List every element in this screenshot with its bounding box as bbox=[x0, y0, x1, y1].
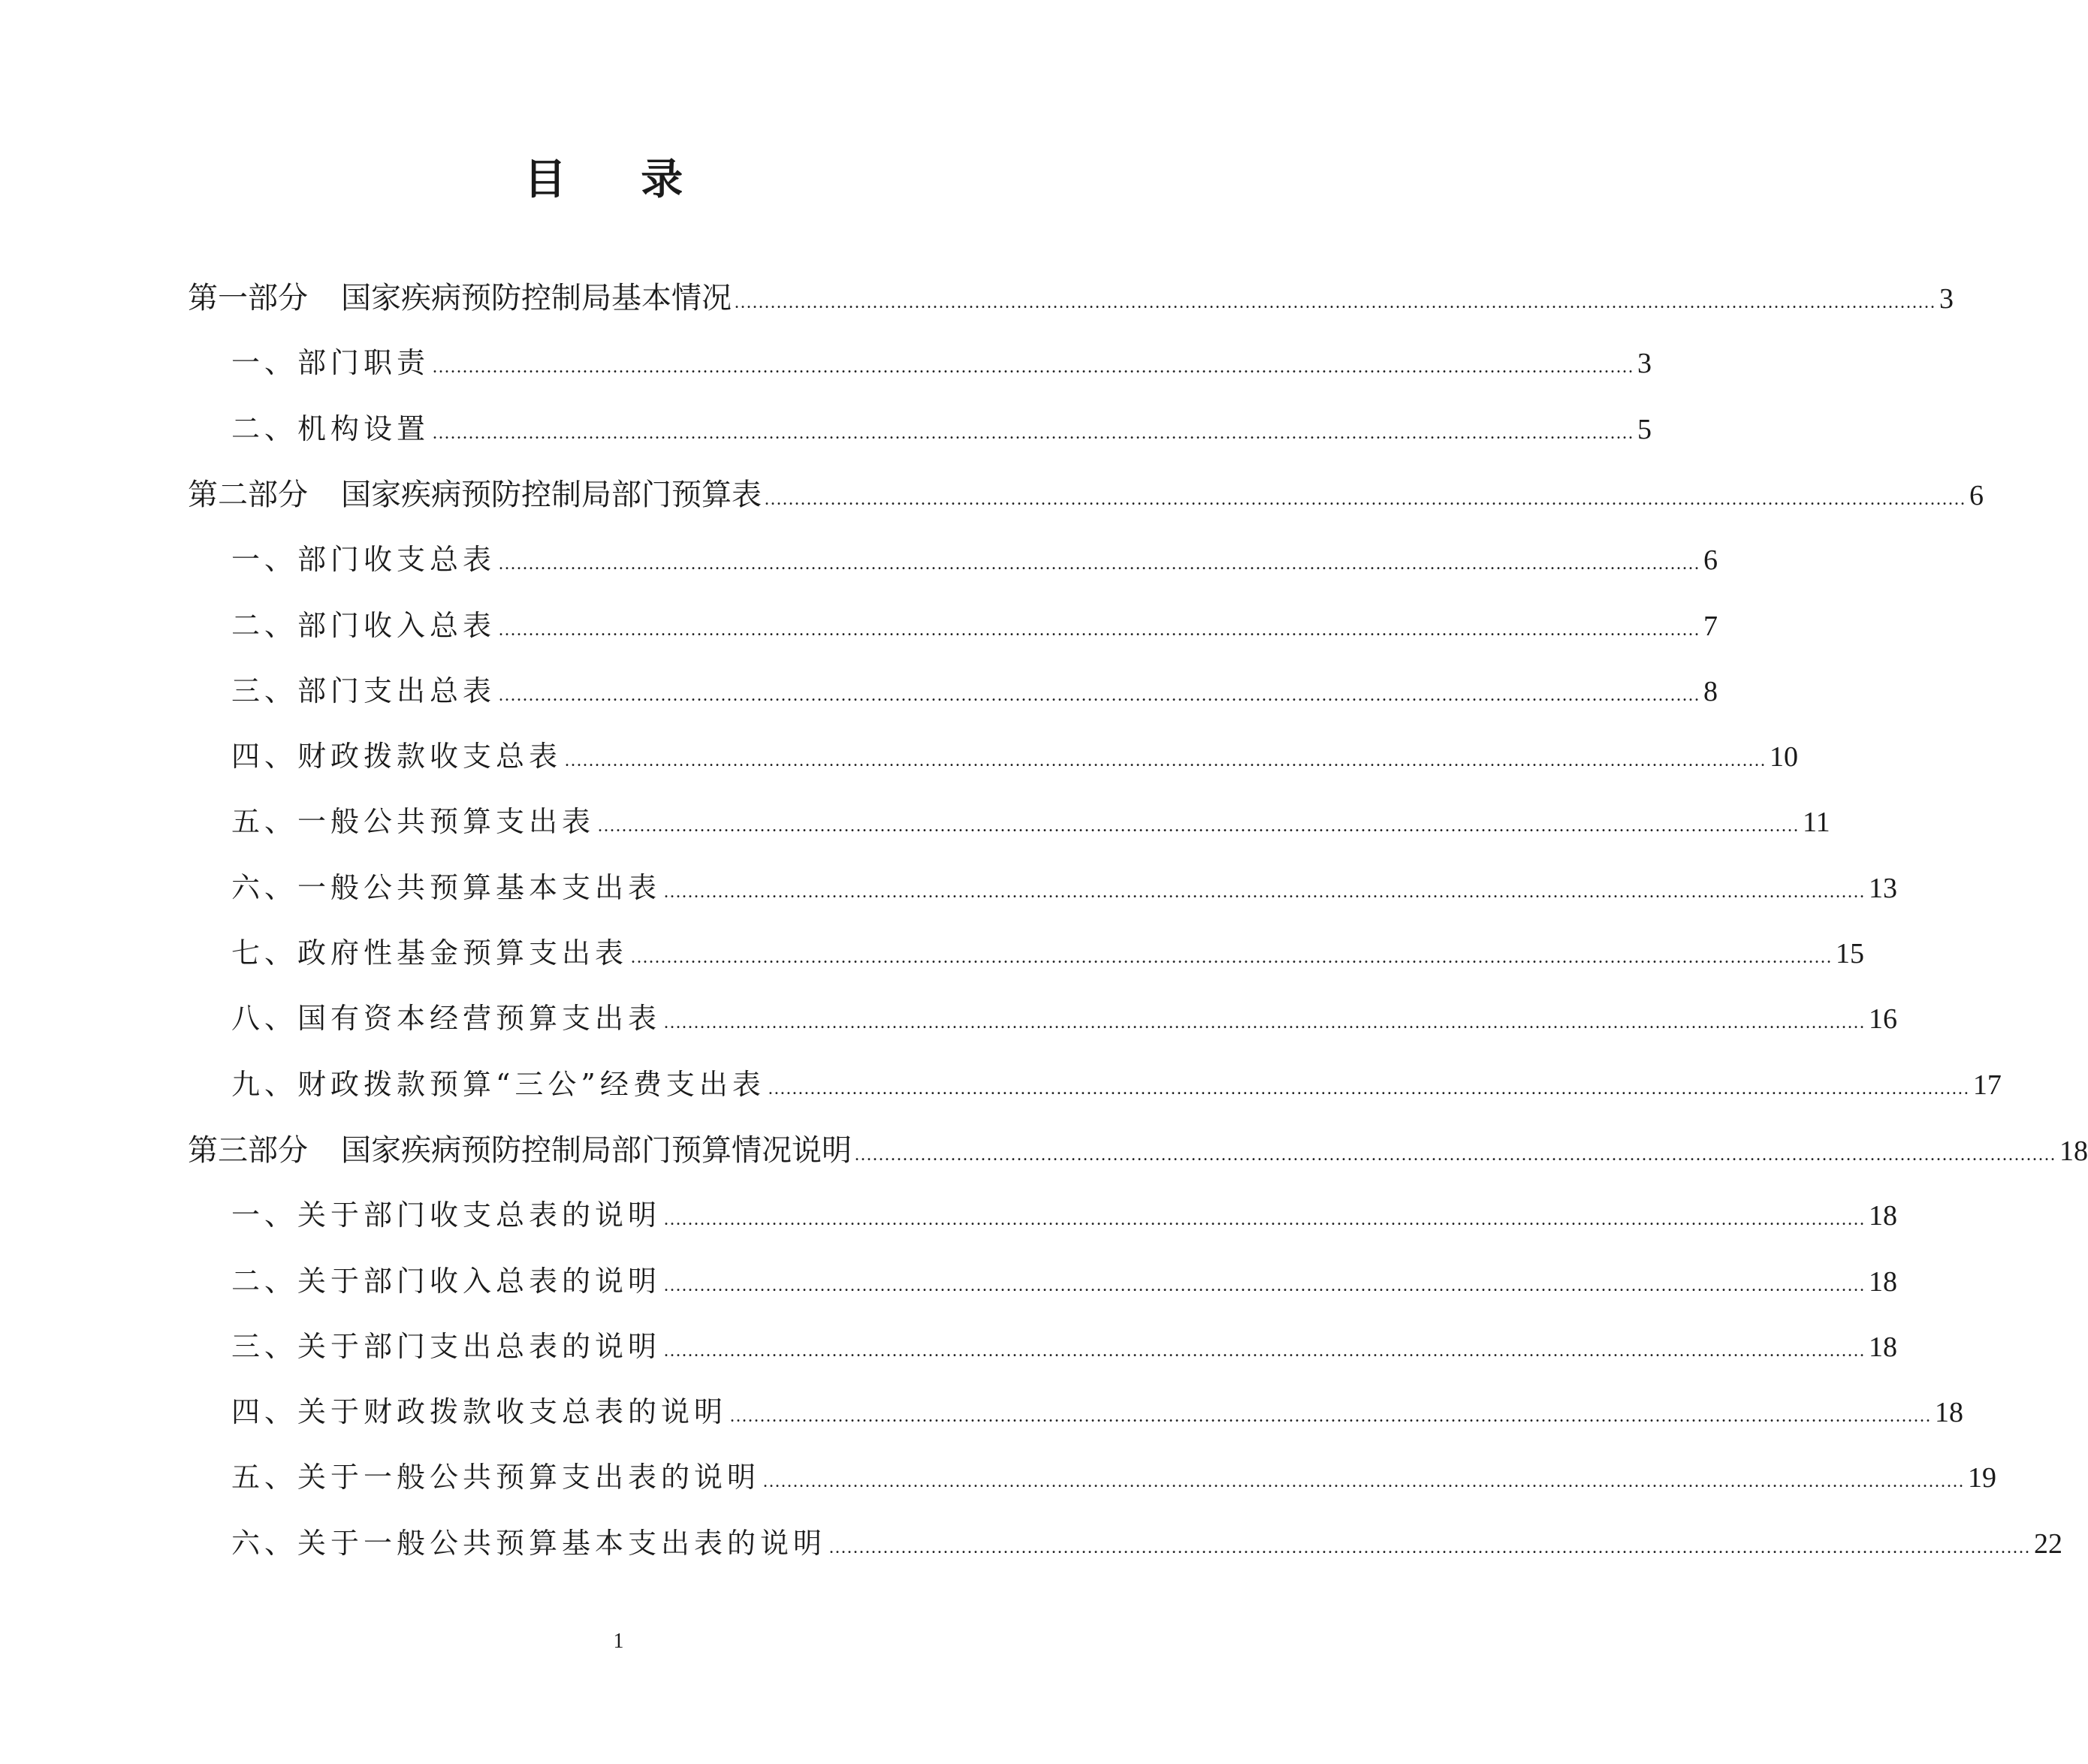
toc-sub-entry[interactable] bbox=[231, 668, 1718, 713]
toc-page-number: 10 bbox=[1770, 741, 1799, 773]
toc-sub-entry[interactable] bbox=[231, 1258, 1898, 1303]
toc-sub-entry[interactable] bbox=[231, 798, 1830, 843]
toc-dot-leader: ........................................................................................................................................................................................................ bbox=[768, 1079, 1970, 1099]
toc-page-number: 5 bbox=[1637, 414, 1652, 445]
toc-part-number: 第三部分 bbox=[188, 1133, 308, 1168]
toc-entry-label bbox=[188, 471, 762, 514]
toc-part-title: 国家疾病预防控制局部门预算表 bbox=[341, 478, 762, 512]
toc-page-number: 3 bbox=[1939, 283, 1954, 315]
toc-sub-entry[interactable] bbox=[231, 602, 1718, 647]
toc-entry-label: 七、政府性基金预算支出表 bbox=[231, 936, 629, 969]
toc-sub-entry[interactable] bbox=[231, 864, 1898, 909]
toc-dot-leader: ........................................................................................................................................................................................................ bbox=[664, 1013, 1866, 1033]
toc-sub-entry[interactable] bbox=[231, 995, 1898, 1040]
toc-part-title: 国家疾病预防控制局基本情况 bbox=[341, 281, 732, 315]
toc-page-number: 7 bbox=[1703, 611, 1718, 642]
toc-page-number: 19 bbox=[1968, 1462, 1997, 1494]
toc-part-entry[interactable] bbox=[188, 1126, 2088, 1171]
toc-sub-entry[interactable] bbox=[231, 339, 1652, 384]
toc-page-number: 17 bbox=[1972, 1069, 2002, 1101]
toc-dot-leader: ........................................................................................................................................................................................................ bbox=[433, 357, 1635, 377]
toc-part-number: 第一部分 bbox=[188, 281, 308, 315]
toc-page-number: 18 bbox=[1935, 1397, 1964, 1428]
toc-entry-label: 三、关于部门支出总表的说明 bbox=[231, 1330, 662, 1363]
toc-entry-label: 六、关于一般公共预算基本支出表的说明 bbox=[231, 1527, 827, 1560]
toc-dot-leader: ........................................................................................................................................................................................................ bbox=[499, 620, 1701, 640]
toc-sub-entry[interactable] bbox=[231, 733, 1799, 778]
toc-dot-leader: ........................................................................................................................................................................................................ bbox=[730, 1407, 1933, 1426]
toc-sub-entry[interactable] bbox=[231, 1192, 1898, 1237]
toc-page-number: 6 bbox=[1703, 544, 1718, 576]
toc-page-number: 16 bbox=[1869, 1003, 1898, 1035]
toc-dot-leader: ........................................................................................................................................................................................................ bbox=[664, 1341, 1866, 1361]
toc-part-title: 国家疾病预防控制局部门预算情况说明 bbox=[341, 1133, 852, 1168]
toc-part-number: 第二部分 bbox=[188, 478, 308, 512]
page-title: 目 录 bbox=[524, 155, 714, 204]
toc-dot-leader: ........................................................................................................................................................................................................ bbox=[735, 293, 1936, 312]
toc-dot-leader: ........................................................................................................................................................................................................ bbox=[765, 490, 1966, 509]
toc-sub-entry[interactable] bbox=[231, 1061, 2002, 1106]
toc-entry-label: 八、国有资本经营预算支出表 bbox=[231, 1002, 662, 1035]
toc-entry-label: 九、财政拨款预算“三公”经费支出表 bbox=[231, 1068, 765, 1101]
toc-entry-label: 一、部门职责 bbox=[231, 346, 430, 379]
toc-page-number: 6 bbox=[1969, 480, 1984, 511]
toc-dot-leader: ........................................................................................................................................................................................................ bbox=[855, 1145, 2056, 1165]
toc-dot-leader: ........................................................................................................................................................................................................ bbox=[499, 554, 1701, 574]
toc-entry-label bbox=[188, 1126, 852, 1169]
toc-dot-leader: ........................................................................................................................................................................................................ bbox=[664, 882, 1866, 902]
toc-entry-label: 二、机构设置 bbox=[231, 412, 430, 445]
toc-sub-entry[interactable] bbox=[231, 1389, 1964, 1434]
toc-dot-leader: ........................................................................................................................................................................................................ bbox=[499, 686, 1701, 705]
toc-page-number: 11 bbox=[1803, 807, 1830, 838]
toc-dot-leader: ........................................................................................................................................................................................................ bbox=[829, 1538, 2032, 1557]
toc-entry-label bbox=[188, 274, 732, 317]
toc-sub-entry[interactable] bbox=[231, 930, 1865, 975]
toc-page-number: 8 bbox=[1703, 676, 1718, 707]
toc-page-number: 22 bbox=[2034, 1528, 2063, 1560]
toc-page-number: 3 bbox=[1637, 348, 1652, 379]
toc-entry-label: 二、部门收入总表 bbox=[231, 609, 496, 642]
toc-part-entry[interactable] bbox=[188, 471, 1984, 516]
toc-sub-entry[interactable] bbox=[231, 1520, 2063, 1565]
toc-entry-label: 一、关于部门收支总表的说明 bbox=[231, 1199, 662, 1232]
toc-entry-label: 四、财政拨款收支总表 bbox=[231, 740, 563, 773]
toc-page-number: 18 bbox=[2059, 1135, 2088, 1167]
toc-entry-label: 五、一般公共预算支出表 bbox=[231, 805, 596, 838]
toc-page-number: 18 bbox=[1869, 1266, 1898, 1298]
toc-dot-leader: ........................................................................................................................................................................................................ bbox=[664, 1276, 1866, 1295]
toc-sub-entry[interactable] bbox=[231, 1454, 1997, 1499]
toc-entry-label: 五、关于一般公共预算支出表的说明 bbox=[231, 1461, 761, 1494]
toc-page-number: 13 bbox=[1869, 873, 1898, 904]
toc-dot-leader: ........................................................................................................................................................................................................ bbox=[664, 1210, 1866, 1229]
toc-entry-label: 六、一般公共预算基本支出表 bbox=[231, 871, 662, 904]
toc-sub-entry[interactable] bbox=[231, 406, 1652, 451]
toc-dot-leader: ........................................................................................................................................................................................................ bbox=[631, 948, 1833, 967]
toc-page-number: 18 bbox=[1869, 1200, 1898, 1232]
toc-entry-label: 二、关于部门收入总表的说明 bbox=[231, 1265, 662, 1298]
toc-entry-label: 三、部门支出总表 bbox=[231, 674, 496, 707]
toc-page-number: 18 bbox=[1869, 1331, 1898, 1363]
toc-sub-entry[interactable] bbox=[231, 536, 1718, 581]
page-number: 1 bbox=[613, 1630, 624, 1653]
toc-dot-leader: ........................................................................................................................................................................................................ bbox=[433, 424, 1635, 443]
toc-entry-label: 四、关于财政拨款收支总表的说明 bbox=[231, 1395, 728, 1428]
toc-dot-leader: ........................................................................................................................................................................................................ bbox=[598, 816, 1800, 836]
toc-sub-entry[interactable] bbox=[231, 1323, 1898, 1368]
toc-page-number: 15 bbox=[1836, 938, 1865, 969]
toc-dot-leader: ........................................................................................................................................................................................................ bbox=[763, 1472, 1966, 1491]
toc-dot-leader: ........................................................................................................................................................................................................ bbox=[565, 751, 1767, 770]
toc-entry-label: 一、部门收支总表 bbox=[231, 543, 496, 576]
toc-part-entry[interactable] bbox=[188, 274, 1954, 319]
